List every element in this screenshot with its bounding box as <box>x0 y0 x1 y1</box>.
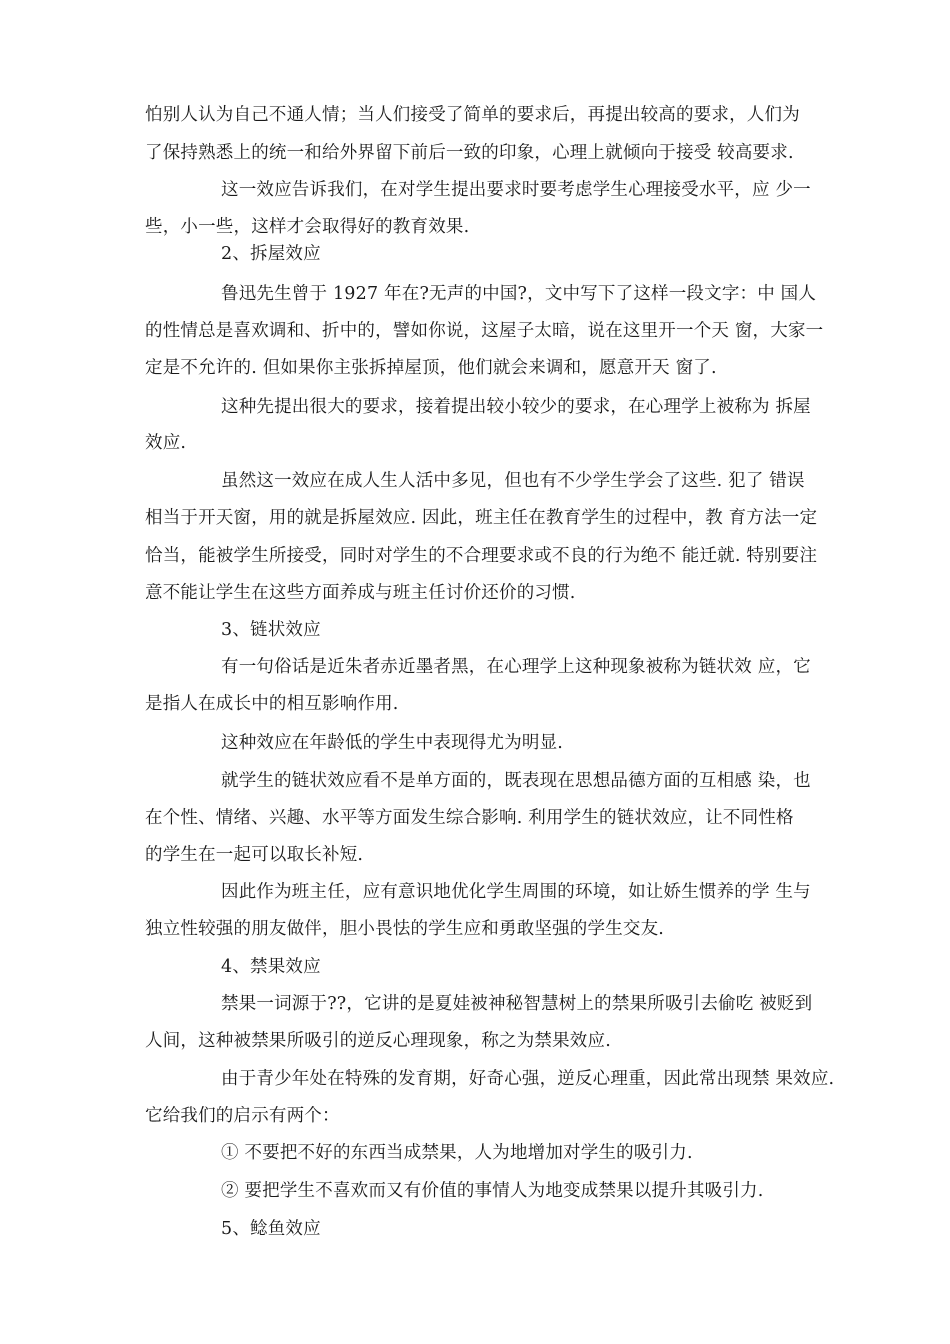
paragraph-line: 虽然这一效应在成人生人活中多见，但也有不少学生学会了这些. 犯了 错误 <box>221 471 805 491</box>
paragraph-line: 鲁迅先生曾于 1927 年在?无声的中国?，文中写下了这样一段文字：中 国人 <box>221 284 817 304</box>
list-item: ① 不要把不好的东西当成禁果，人为地增加对学生的吸引力. <box>221 1143 693 1163</box>
paragraph-line: 意不能让学生在这些方面养成与班主任讨价还价的习惯. <box>145 583 576 603</box>
paragraph-line: 这种先提出很大的要求，接着提出较小较少的要求，在心理学上被称为 拆屋 <box>221 397 811 417</box>
section-heading: 2、拆屋效应 <box>221 244 321 264</box>
paragraph-line: 了保持熟悉上的统一和给外界留下前后一致的印象，心理上就倾向于接受 较高要求. <box>145 143 794 163</box>
paragraph-line: 些，小一些，这样才会取得好的教育效果. <box>145 217 470 237</box>
section-heading: 4、禁果效应 <box>221 957 321 977</box>
paragraph-line: 独立性较强的朋友做伴，胆小畏怯的学生应和勇敢坚强的学生交友. <box>145 919 665 939</box>
section-heading: 5、鲶鱼效应 <box>221 1219 321 1239</box>
paragraph-line: 这一效应告诉我们，在对学生提出要求时要考虑学生心理接受水平，应 少一 <box>221 180 811 200</box>
paragraph-line: 就学生的链状效应看不是单方面的，既表现在思想品德方面的互相感 染，也 <box>221 771 811 791</box>
paragraph-line: 的学生在一起可以取长补短. <box>145 845 364 865</box>
list-item: ② 要把学生不喜欢而又有价值的事情人为地变成禁果以提升其吸引力. <box>221 1181 764 1201</box>
paragraph-line: 相当于开天窗，用的就是拆屋效应. 因此，班主任在教育学生的过程中，教 育方法一定 <box>145 508 818 528</box>
paragraph-line: 在个性、情绪、兴趣、水平等方面发生综合影响. 利用学生的链状效应，让不同性格 <box>145 808 794 828</box>
paragraph-line: 人间，这种被禁果所吸引的逆反心理现象，称之为禁果效应. <box>145 1031 611 1051</box>
section-heading: 3、链状效应 <box>221 620 321 640</box>
paragraph-line: 怕别人认为自己不通人情；当人们接受了简单的要求后，再提出较高的要求，人们为 <box>145 105 800 125</box>
paragraph-line: 定是不允许的. 但如果你主张拆掉屋顶，他们就会来调和，愿意开天 窗了. <box>145 358 717 378</box>
paragraph-line: 因此作为班主任，应有意识地优化学生周围的环境，如让娇生惯养的学 生与 <box>221 882 811 902</box>
paragraph-line: 由于青少年处在特殊的发育期，好奇心强，逆反心理重，因此常出现禁 果效应. <box>221 1069 835 1089</box>
paragraph-line: 效应. <box>145 433 187 453</box>
paragraph-line: 禁果一词源于??，它讲的是夏娃被神秘智慧树上的禁果所吸引去偷吃 被贬到 <box>221 994 813 1014</box>
paragraph-line: 它给我们的启示有两个： <box>145 1106 340 1126</box>
paragraph-line: 恰当，能被学生所接受，同时对学生的不合理要求或不良的行为绝不 能迁就. 特别要注 <box>145 546 818 566</box>
paragraph-line: 是指人在成长中的相互影响作用. <box>145 694 399 714</box>
paragraph-line: 的性情总是喜欢调和、折中的，譬如你说，这屋子太暗，说在这里开一个天 窗，大家一 <box>145 321 824 341</box>
paragraph-line: 有一句俗话是近朱者赤近墨者黑，在心理学上这种现象被称为链状效 应，它 <box>221 657 811 677</box>
paragraph-line: 这种效应在年龄低的学生中表现得尤为明显. <box>221 733 564 753</box>
